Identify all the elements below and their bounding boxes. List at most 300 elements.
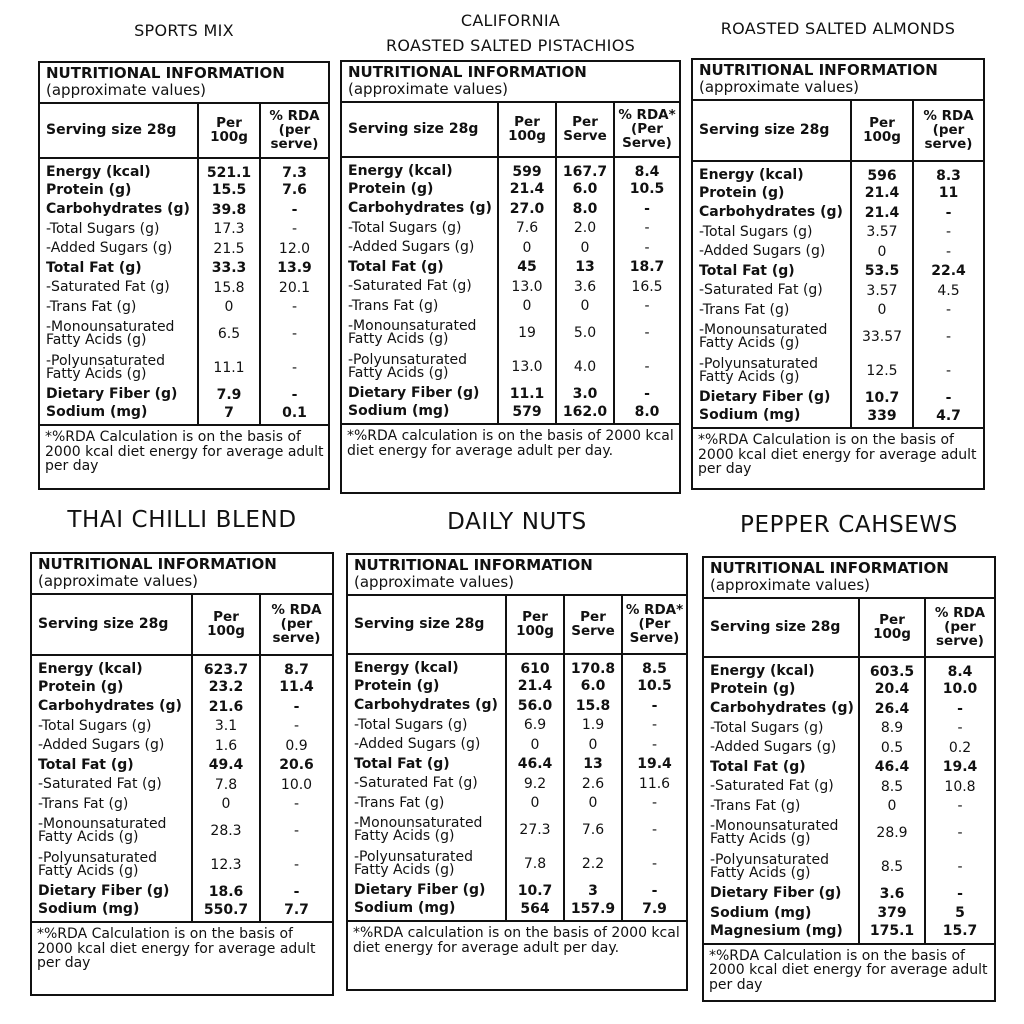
per-serve-value: 15.8 <box>564 696 622 716</box>
rda-value: - <box>614 238 679 258</box>
rda-value: 11.4 <box>260 678 332 698</box>
nutrient-label: Total Fat (g) <box>354 755 450 772</box>
nutrient-label: Dietary Fiber (g) <box>354 882 486 899</box>
per-100g-value: 623.7 <box>192 655 260 678</box>
per-serve-value: 3.6 <box>556 277 614 297</box>
serving-size-header: Serving size 28g <box>40 104 198 158</box>
nutrient-label: -Trans Fat (g) <box>46 298 137 315</box>
per-100g-value: 0 <box>498 297 556 317</box>
nutrient-label: -Trans Fat (g) <box>38 795 129 812</box>
rda-value: - <box>913 242 983 262</box>
nutrient-label: Sodium (mg) <box>354 900 456 917</box>
product-title: ROASTED SALTED ALMONDS <box>720 19 956 38</box>
per-100g-value: 6.9 <box>506 716 564 736</box>
rda-value: - <box>622 847 686 881</box>
per-100g-value: 0 <box>198 298 260 318</box>
table-row <box>32 678 332 698</box>
rda-footnote: *%RDA Calculation is on the basis of 2000 kcal diet energy for average adult per day <box>32 921 332 973</box>
table-row <box>348 813 686 847</box>
table-row <box>32 655 332 678</box>
rda-value: - <box>925 797 994 817</box>
table-row <box>704 699 994 719</box>
nutrient-label: -Monounsaturated Fatty Acids (g) <box>38 815 167 845</box>
nutrient-label: -Total Sugars (g) <box>348 219 462 236</box>
rda-value: 11.6 <box>622 774 686 794</box>
per-serve-value: 170.8 <box>564 654 622 677</box>
per-100g-value: 579 <box>498 404 556 424</box>
per-100g-value: 0 <box>851 242 913 262</box>
nutrient-label: Dietary Fiber (g) <box>38 883 170 900</box>
nutrition-table-box <box>346 553 688 991</box>
rda-footnote: *%RDA calculation is on the basis of 2000 kcal diet energy for average adult per day. <box>342 423 679 460</box>
nutrient-label: Energy (kcal) <box>699 166 804 183</box>
nutrient-label: Energy (kcal) <box>38 660 143 677</box>
info-title: NUTRITIONAL INFORMATION <box>354 556 593 574</box>
per-serve-value: 13 <box>556 258 614 278</box>
per-100g-value: 610 <box>506 654 564 677</box>
rda-value: - <box>260 385 328 405</box>
rda-value: - <box>614 350 679 384</box>
table-row <box>40 298 328 318</box>
table-row <box>348 774 686 794</box>
rda-value: - <box>913 354 983 388</box>
table-row <box>342 350 679 384</box>
rda-value: - <box>260 717 332 737</box>
per-100g-value: 19 <box>498 316 556 350</box>
rda-value: - <box>622 696 686 716</box>
table-row <box>342 180 679 200</box>
nutrient-label: -Added Sugars (g) <box>46 240 173 257</box>
info-title: NUTRITIONAL INFORMATION <box>699 61 938 79</box>
table-row <box>40 351 328 385</box>
table-header <box>348 555 686 596</box>
nutrition-rows <box>704 657 994 943</box>
table-row <box>32 756 332 776</box>
per-100g-value: 3.57 <box>851 281 913 301</box>
table-row <box>40 181 328 201</box>
per-100g-value: 46.4 <box>506 755 564 775</box>
per-serve-value: 167.7 <box>556 157 614 180</box>
rda-value: 10.8 <box>925 777 994 797</box>
table-row <box>704 719 994 739</box>
nutrient-label: -Monounsaturated Fatty Acids (g) <box>46 318 175 348</box>
per-100g-value: 12.5 <box>851 354 913 388</box>
nutrition-table <box>693 101 983 428</box>
per-100g-value: 13.0 <box>498 350 556 384</box>
per-serve-value: 3.0 <box>556 384 614 404</box>
table-header <box>693 60 983 101</box>
per-serve-value: 8.0 <box>556 199 614 219</box>
per-100g-value: 20.4 <box>859 680 925 700</box>
table-row <box>704 904 994 924</box>
nutrition-rows <box>693 161 983 428</box>
rda-header: % RDA* (Per Serve) <box>622 596 686 654</box>
rda-value: 7.7 <box>260 902 332 922</box>
product-title: DAILY NUTS <box>447 509 587 535</box>
per-serve-value: 162.0 <box>556 404 614 424</box>
table-row <box>40 278 328 298</box>
nutrition-rows <box>32 655 332 922</box>
per-100g-value: 39.8 <box>198 200 260 220</box>
rda-value: 7.6 <box>260 181 328 201</box>
table-row <box>32 882 332 902</box>
table-row <box>342 157 679 180</box>
nutrient-label: -Trans Fat (g) <box>710 797 801 814</box>
rda-value: - <box>925 699 994 719</box>
nutrition-table <box>32 595 332 922</box>
per-100g-value: 7.9 <box>198 385 260 405</box>
table-row <box>693 408 983 428</box>
nutrition-table <box>342 103 679 424</box>
per-100g-value: 9.2 <box>506 774 564 794</box>
serving-size-header: Serving size 28g <box>32 595 192 655</box>
per-100g-value: 3.6 <box>859 884 925 904</box>
nutrition-rows <box>342 157 679 424</box>
table-row <box>342 316 679 350</box>
rda-header: % RDA (per serve) <box>925 599 994 657</box>
rda-value: 8.3 <box>913 161 983 184</box>
rda-value: 13.9 <box>260 259 328 279</box>
nutrient-label: Carbohydrates (g) <box>354 697 498 714</box>
per-100g-value: 53.5 <box>851 262 913 282</box>
nutrient-label: -Polyunsaturated Fatty Acids (g) <box>354 848 474 878</box>
nutrient-label: -Monounsaturated Fatty Acids (g) <box>699 321 828 351</box>
table-header <box>32 554 332 595</box>
info-title: NUTRITIONAL INFORMATION <box>38 555 277 573</box>
nutrient-label: -Polyunsaturated Fatty Acids (g) <box>710 851 830 881</box>
rda-value: 4.7 <box>913 408 983 428</box>
table-row <box>704 850 994 884</box>
nutrient-label: Protein (g) <box>710 680 796 697</box>
nutrient-label: Carbohydrates (g) <box>38 698 182 715</box>
rda-value: - <box>913 301 983 321</box>
rda-footnote: *%RDA Calculation is on the basis of 2000 kcal diet energy for average adult per day <box>40 424 328 476</box>
rda-value: 10.5 <box>614 180 679 200</box>
per-100g-value: 603.5 <box>859 657 925 680</box>
info-subtitle: (approximate values) <box>38 572 199 591</box>
per-100g-value: 13.0 <box>498 277 556 297</box>
table-row <box>348 881 686 901</box>
table-row <box>693 301 983 321</box>
nutrient-label: -Trans Fat (g) <box>354 794 445 811</box>
rda-value: - <box>925 719 994 739</box>
rda-value: - <box>260 697 332 717</box>
nutrient-label: -Added Sugars (g) <box>348 239 475 256</box>
per-100g-value: 1.6 <box>192 736 260 756</box>
rda-value: - <box>913 203 983 223</box>
rda-value: - <box>260 298 328 318</box>
per-serve-header: Per Serve <box>564 596 622 654</box>
nutrient-label: -Trans Fat (g) <box>348 297 439 314</box>
nutrition-rows <box>348 654 686 921</box>
per-100g-header: Per 100g <box>198 104 260 158</box>
table-row <box>32 902 332 922</box>
per-100g-value: 23.2 <box>192 678 260 698</box>
info-title: NUTRITIONAL INFORMATION <box>710 559 949 577</box>
table-row <box>348 755 686 775</box>
serving-size-header: Serving size 28g <box>693 101 851 161</box>
table-row <box>40 317 328 351</box>
rda-header: % RDA (per serve) <box>260 104 328 158</box>
per-100g-value: 0.5 <box>859 738 925 758</box>
per-100g-value: 33.57 <box>851 320 913 354</box>
per-100g-value: 15.8 <box>198 278 260 298</box>
rda-value: - <box>925 884 994 904</box>
table-row <box>32 848 332 882</box>
nutrient-label: -Trans Fat (g) <box>699 301 790 318</box>
per-serve-value: 1.9 <box>564 716 622 736</box>
nutrient-label: Sodium (mg) <box>710 904 812 921</box>
product-title-line-1: CALIFORNIA <box>460 11 561 30</box>
per-100g-value: 10.7 <box>851 388 913 408</box>
table-row <box>693 354 983 388</box>
table-row <box>342 258 679 278</box>
rda-value: - <box>260 351 328 385</box>
product-title: THAI CHILLI BLEND <box>67 507 297 533</box>
rda-value: - <box>260 220 328 240</box>
table-row <box>704 738 994 758</box>
nutrient-label: Energy (kcal) <box>348 162 453 179</box>
per-serve-value: 4.0 <box>556 350 614 384</box>
rda-value: 8.4 <box>925 657 994 680</box>
per-100g-value: 339 <box>851 408 913 428</box>
table-row <box>342 384 679 404</box>
info-subtitle: (approximate values) <box>354 573 515 592</box>
per-100g-header: Per 100g <box>506 596 564 654</box>
table-row <box>40 259 328 279</box>
rda-value: - <box>622 735 686 755</box>
per-100g-value: 45 <box>498 258 556 278</box>
rda-footnote: *%RDA Calculation is on the basis of 2000 kcal diet energy for average adult per day <box>693 427 983 479</box>
nutrient-label: -Total Sugars (g) <box>710 719 824 736</box>
nutrition-table-box <box>38 61 330 490</box>
nutrient-label: -Total Sugars (g) <box>699 223 813 240</box>
table-row <box>704 923 994 943</box>
table-row <box>704 758 994 778</box>
rda-value: - <box>614 384 679 404</box>
per-serve-value: 3 <box>564 881 622 901</box>
rda-value: 19.4 <box>925 758 994 778</box>
nutrition-table-box <box>702 556 996 1002</box>
per-100g-value: 28.3 <box>192 814 260 848</box>
nutrition-table-box <box>30 552 334 996</box>
table-row <box>348 901 686 921</box>
per-100g-value: 7 <box>198 405 260 425</box>
per-100g-value: 33.3 <box>198 259 260 279</box>
per-100g-value: 3.1 <box>192 717 260 737</box>
table-header <box>342 62 679 103</box>
per-100g-value: 49.4 <box>192 756 260 776</box>
nutrient-label: -Polyunsaturated Fatty Acids (g) <box>348 351 468 381</box>
rda-value: 8.5 <box>622 654 686 677</box>
per-100g-value: 12.3 <box>192 848 260 882</box>
per-100g-value: 596 <box>851 161 913 184</box>
table-row <box>32 717 332 737</box>
nutrient-label: Total Fat (g) <box>46 259 142 276</box>
rda-value: - <box>925 850 994 884</box>
rda-value: 7.3 <box>260 158 328 181</box>
table-row <box>693 242 983 262</box>
rda-value: - <box>913 223 983 243</box>
table-row <box>40 405 328 425</box>
table-header <box>704 558 994 599</box>
per-serve-value: 2.6 <box>564 774 622 794</box>
table-row <box>693 184 983 204</box>
table-row <box>348 735 686 755</box>
serving-size-header: Serving size 28g <box>348 596 506 654</box>
nutrient-label: -Added Sugars (g) <box>710 739 837 756</box>
table-row <box>704 777 994 797</box>
nutrient-label: -Total Sugars (g) <box>354 716 468 733</box>
table-row <box>704 657 994 680</box>
nutrient-label: -Polyunsaturated Fatty Acids (g) <box>699 355 819 385</box>
per-100g-value: 550.7 <box>192 902 260 922</box>
per-100g-value: 599 <box>498 157 556 180</box>
table-row <box>348 677 686 697</box>
rda-value: 7.9 <box>622 901 686 921</box>
rda-value: 20.6 <box>260 756 332 776</box>
rda-value: 4.5 <box>913 281 983 301</box>
table-row <box>704 797 994 817</box>
nutrient-label: Protein (g) <box>354 677 440 694</box>
rda-value: - <box>260 200 328 220</box>
table-row <box>342 199 679 219</box>
rda-value: - <box>622 813 686 847</box>
nutrient-label: Energy (kcal) <box>46 163 151 180</box>
per-100g-value: 28.9 <box>859 816 925 850</box>
per-100g-value: 7.8 <box>506 847 564 881</box>
per-serve-value: 7.6 <box>564 813 622 847</box>
nutrient-label: Sodium (mg) <box>348 403 450 420</box>
per-100g-value: 0 <box>859 797 925 817</box>
table-row <box>32 736 332 756</box>
rda-value: - <box>614 297 679 317</box>
nutrient-label: -Total Sugars (g) <box>38 717 152 734</box>
table-row <box>704 816 994 850</box>
info-title: NUTRITIONAL INFORMATION <box>348 63 587 81</box>
table-row <box>40 239 328 259</box>
nutrient-label: -Total Sugars (g) <box>46 220 160 237</box>
per-serve-value: 157.9 <box>564 901 622 921</box>
table-row <box>40 220 328 240</box>
per-100g-header: Per 100g <box>859 599 925 657</box>
per-100g-value: 6.5 <box>198 317 260 351</box>
nutrient-label: Dietary Fiber (g) <box>46 386 178 403</box>
rda-value: - <box>260 848 332 882</box>
per-100g-value: 175.1 <box>859 923 925 943</box>
per-100g-header: Per 100g <box>192 595 260 655</box>
nutrient-label: Total Fat (g) <box>699 262 795 279</box>
nutrient-label: -Monounsaturated Fatty Acids (g) <box>348 317 477 347</box>
table-row <box>348 696 686 716</box>
table-row <box>693 388 983 408</box>
table-row <box>348 794 686 814</box>
nutrient-label: Magnesium (mg) <box>710 922 843 939</box>
per-100g-value: 0 <box>506 794 564 814</box>
per-100g-value: 0 <box>851 301 913 321</box>
nutrient-label: Total Fat (g) <box>38 756 134 773</box>
rda-value: - <box>260 814 332 848</box>
nutrient-label: -Saturated Fat (g) <box>710 778 834 795</box>
serving-size-header: Serving size 28g <box>704 599 859 657</box>
rda-header: % RDA* (Per Serve) <box>614 103 679 157</box>
nutrient-label: -Saturated Fat (g) <box>354 775 478 792</box>
rda-value: - <box>622 716 686 736</box>
per-100g-value: 21.6 <box>192 697 260 717</box>
rda-footnote: *%RDA Calculation is on the basis of 2000 kcal diet energy for average adult per day <box>704 943 994 995</box>
nutrient-label: Carbohydrates (g) <box>710 700 854 717</box>
rda-value: - <box>925 816 994 850</box>
per-serve-value: 13 <box>564 755 622 775</box>
rda-value: - <box>622 794 686 814</box>
rda-value: 11 <box>913 184 983 204</box>
per-100g-value: 564 <box>506 901 564 921</box>
per-100g-value: 21.4 <box>851 203 913 223</box>
nutrition-table <box>40 104 328 425</box>
per-100g-value: 11.1 <box>498 384 556 404</box>
per-serve-value: 6.0 <box>564 677 622 697</box>
per-serve-value: 0 <box>564 735 622 755</box>
nutrient-label: Carbohydrates (g) <box>348 200 492 217</box>
rda-value: - <box>913 388 983 408</box>
nutrient-label: Dietary Fiber (g) <box>348 385 480 402</box>
rda-value: 12.0 <box>260 239 328 259</box>
table-row <box>32 697 332 717</box>
table-header <box>40 63 328 104</box>
per-100g-value: 8.9 <box>859 719 925 739</box>
per-serve-value: 6.0 <box>556 180 614 200</box>
nutrient-label: Sodium (mg) <box>46 404 148 421</box>
per-100g-value: 27.0 <box>498 199 556 219</box>
per-100g-value: 21.4 <box>851 184 913 204</box>
nutrient-label: Dietary Fiber (g) <box>710 885 842 902</box>
nutrition-table <box>704 599 994 943</box>
table-row <box>348 716 686 736</box>
per-100g-value: 3.57 <box>851 223 913 243</box>
product-title: SPORTS MIX <box>134 21 234 40</box>
nutrition-table-box <box>691 58 985 490</box>
nutrient-label: -Added Sugars (g) <box>699 243 826 260</box>
table-row <box>342 297 679 317</box>
table-row <box>40 200 328 220</box>
table-row <box>32 775 332 795</box>
rda-value: 8.7 <box>260 655 332 678</box>
per-100g-value: 521.1 <box>198 158 260 181</box>
rda-value: 15.7 <box>925 923 994 943</box>
rda-header: % RDA (per serve) <box>913 101 983 161</box>
info-subtitle: (approximate values) <box>710 576 871 595</box>
per-100g-value: 7.6 <box>498 219 556 239</box>
nutrient-label: -Monounsaturated Fatty Acids (g) <box>354 814 483 844</box>
per-100g-value: 46.4 <box>859 758 925 778</box>
nutrient-label: Total Fat (g) <box>710 758 806 775</box>
nutrient-label: Protein (g) <box>348 180 434 197</box>
rda-value: 5 <box>925 904 994 924</box>
table-row <box>704 884 994 904</box>
rda-value: 0.1 <box>260 405 328 425</box>
nutrition-table <box>348 596 686 921</box>
table-row <box>693 320 983 354</box>
per-serve-header: Per Serve <box>556 103 614 157</box>
per-100g-header: Per 100g <box>851 101 913 161</box>
rda-value: 16.5 <box>614 277 679 297</box>
per-100g-value: 8.5 <box>859 777 925 797</box>
rda-value: 8.4 <box>614 157 679 180</box>
rda-value: - <box>260 795 332 815</box>
per-100g-value: 0 <box>506 735 564 755</box>
per-100g-value: 11.1 <box>198 351 260 385</box>
info-subtitle: (approximate values) <box>699 78 860 97</box>
